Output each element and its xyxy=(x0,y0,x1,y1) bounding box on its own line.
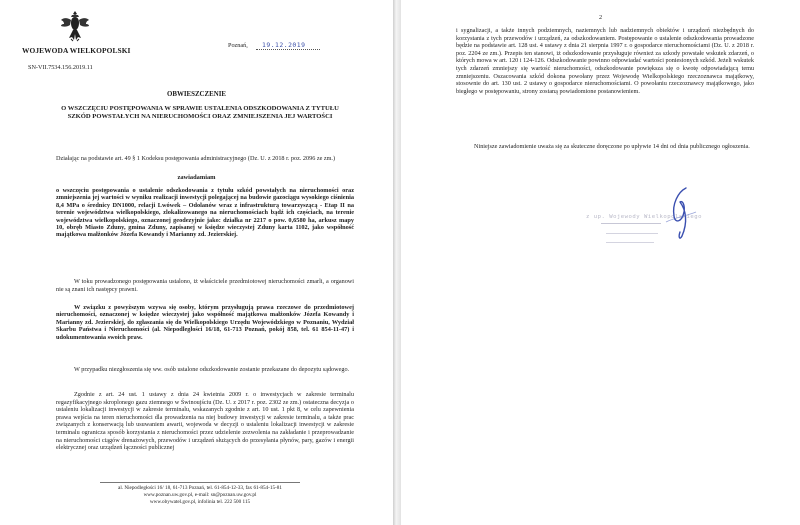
stamp-line-3 xyxy=(606,242,654,243)
case-reference: SN-VII.7534.156.2019.11 xyxy=(28,64,93,71)
date-underline xyxy=(256,49,320,50)
stamp-line-1 xyxy=(601,223,661,224)
closing-statement: Niniejsze zawiadomienie uważa się za skuteczne doręczone po upływie 14 dni od dnia publicznego ogłoszenia. xyxy=(474,143,750,150)
document-page-2 xyxy=(401,0,800,525)
paragraph-law: Zgodnie z art. 24 ust. 1 ustawy z dnia 24 kwietnia 2009 r. o inwestycjach w zakresie terminalu regazyfikacyjnego skroplonego gazu ziemnego w Świnoujściu (Dz. U. z 2017 r. poz. 2302 ze zm.) ostateczna decyzja o ustaleniu lokalizacji inwestycji w zakresie terminalu, wskazanych zgodnie z art. 10 ust. 1 pkt 8, w celu zapewnienia prawa wejścia na teren nieruchomości dla prowadzenia na niej budowy inwestycji w zakresie terminalu, a także prac związanych z konserwacją lub usuwaniem awarii, wojewoda w decyzji o ustaleniu lokalizacji inwestycji w zakresie terminalu ogranicza sposób korzystania z nieruchomości przez udzielenie zezwolenia na zakładanie i przeprowadzanie na nieruchomości ciągów drenażowych, przewodów i urządzeń służących do przesyłania płynów, pary, gazów i energii elektrycznej oraz urządzeń łączności publicznej xyxy=(56,391,354,452)
subject-title: O WSZCZĘCIU POSTĘPOWANIA W SPRAWIE USTALENIA ODSZKODOWANIA Z TYTUŁU SZKÓD POWSTAŁYCH NA NIERUCHOMOŚCI ORAZ ZMNIEJSZENIA JEJ WARTOŚCI xyxy=(61,105,339,120)
footer-divider xyxy=(100,482,300,483)
footer-web: www.poznan.uw.gov.pl, e-mail: sn@poznan.uw.gov.pl xyxy=(143,492,257,498)
announce-word: zawiadamiam xyxy=(177,174,216,181)
page-number: 2 xyxy=(598,14,603,21)
paragraph-summons: W związku z powyższym wzywa się osoby, którym przysługują prawa rzeczowe do przedmiotowej nieruchomości, oznaczonej w księdze wieczystej jako współność majątkowa małżonków Józefa Kowandy i Marianny zd. Jezierskiej, do zgłaszania się do Wielkopolskiego Urzędu Wojewódzkiego w Poznaniu, Wydział Skarbu Państwa i Nieruchomości (al. Niepodległości 16/18, 61-713 Poznań, pokój 858, tel. 61 854-11-47) i udokumentowania swoich praw. xyxy=(56,304,354,341)
legal-basis: Działając na podstawie art. 49 § 1 Kodeksu postępowania administracyjnego (Dz. U. z 2018 r. poz. 2096 ze zm.) xyxy=(56,155,336,162)
document-page-1 xyxy=(0,0,393,525)
paragraph-continued: i sygnalizacji, a także innych podziemnych, naziemnych lub nadziemnych obiektów i urządzeń niezbędnych do korzystania z tych przewodów i urządzeń, za odszkodowaniem. Postępowanie o ustalenie odszkodowania prowadzone będzie na podstawie art. 128 ust. 4 ustawy z dnia 21 sierpnia 1997 r. o gospodarce nieruchomościami (Dz. U. z 2018 r. poz. 2204 ze zm.). Przepis ten stanowi, iż odszkodowanie przysługuje również za szkody powstałe wskutek zdarzeń, o których mowa w art. 120 i 124-126. Odszkodowanie powinno odpowiadać wartości poniesionych szkód. Jeżeli wskutek tych zdarzeń zmniejszy się wartość nieruchomości, odszkodowanie powiększa się o kwotę odpowiadającą temu zmniejszeniu. Oszacowania szkód dokona powołany przez Wojewodę Wielkopolskiego rzeczoznawca majątkowy, stosownie do art. 130 ust. 2 ustawy o gospodarce nieruchomościami. O powołaniu rzeczoznawcy majątkowego, jako biegłego w postępowaniu, strony zostaną powiadomione postanowieniem. xyxy=(456,27,754,95)
issuing-authority: WOJEWODA WIELKOPOLSKI xyxy=(22,46,131,55)
paragraph-deposit: W przypadku niezgłoszenia się ww. osób ustalone odszkodowanie zostanie przekazane do depozytu sądowego. xyxy=(74,366,350,373)
page-gutter xyxy=(393,0,401,525)
stamp-line-2 xyxy=(606,233,658,234)
handwritten-signature-icon xyxy=(656,182,702,244)
signature-stamp: z up. Wojewody Wielkopolskiego xyxy=(586,214,703,220)
notice-title: OBWIESZCZENIE xyxy=(167,91,226,98)
place-label: Poznań, xyxy=(228,42,248,49)
footer-address: al. Niepodległości 16/ 18, 61-713 Poznań, tel. 61-854-12-33, fax 61-854-15-81 xyxy=(118,485,282,491)
eagle-emblem-icon xyxy=(60,8,90,44)
date-stamp: 19.12.2019 xyxy=(262,41,306,49)
paragraph-owners: W toku prowadzonego postępowania ustalono, iż właściciele przedmiotowej nieruchomości zmarli, a organowi nie są znani ich następcy prawni. xyxy=(56,278,354,293)
footer-helpline: www.obywatel.gov.pl, infolinia tel. 222 500 115 xyxy=(149,499,251,505)
paragraph-main: o wszczęciu postępowania o ustalenie odszkodowania z tytułu szkód powstałych na nieruchomości oraz zmniejszenia jej wartości w wyniku realizacji inwestycji polegającej na budowie gazociągu wysokiego ciśnienia 8,4 MPa o średnicy DN1000, relacji Lwówek – Odolanów wraz z infrastrukturą towarzyszącą - Etap II na terenie województwa wielkopolskiego, zlokalizowanego na nieruchomościach bądź ich częściach, na terenie województwa wielkopolskiego, oznaczonej geodezyjnie jako: działka nr 2217 o pow. 0,6580 ha, arkusz mapy 10, obręb Miasto Zduny, gmina Zduny, zapisanej w księdze wieczystej Zduny karta 1102, jako współność majątkowa małżonków Józefa Kowandy i Marianny zd. Jezierskiej. xyxy=(56,187,354,239)
